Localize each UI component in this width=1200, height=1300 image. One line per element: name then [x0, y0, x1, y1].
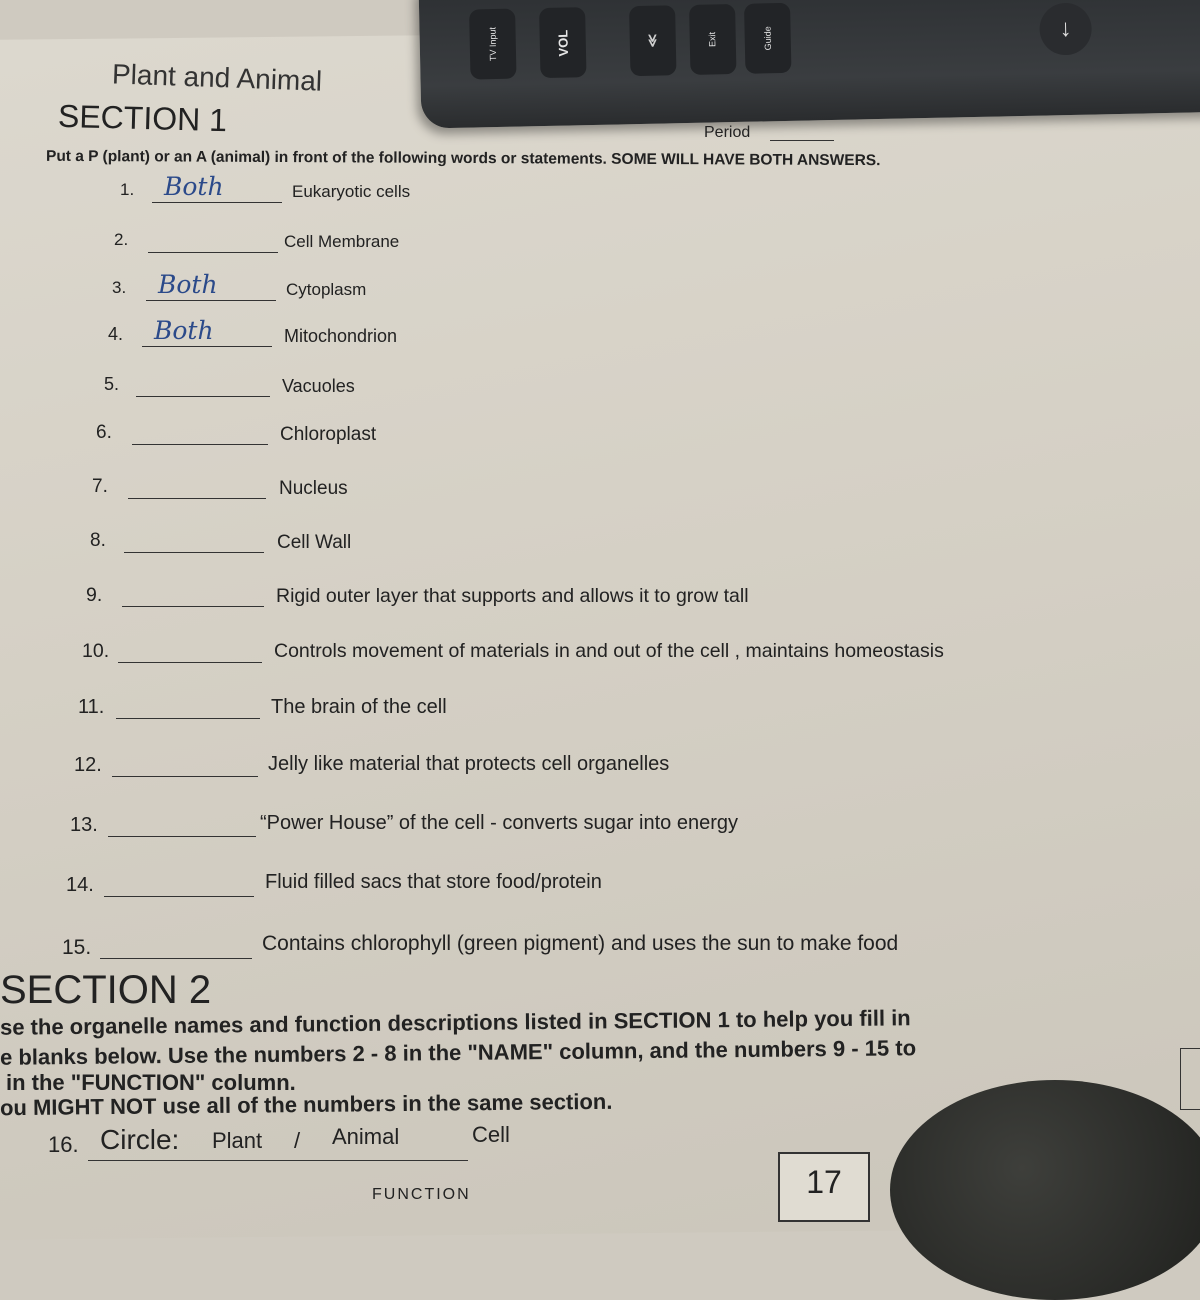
q16-number: 16. — [48, 1132, 79, 1157]
section-2-line-1: se the organelle names and function descriptions listed in SECTION 1 to help you fill in — [0, 1005, 911, 1040]
q16-circle-label: Circle: — [100, 1124, 180, 1155]
item-13-number: 13. — [70, 814, 98, 836]
function-column-label: FUNCTION — [372, 1186, 471, 1203]
item-5-text: Vacuoles — [282, 376, 355, 396]
item-12-number: 12. — [74, 754, 102, 776]
item-9-text: Rigid outer layer that supports and allows it to grow tall — [276, 585, 749, 608]
item-6-number: 6. — [96, 422, 112, 443]
section-2-line-2: e blanks below. Use the numbers 2 - 8 in the "NAME" column, and the numbers 9 - 15 to — [0, 1035, 917, 1070]
section-2-heading: SECTION 2 — [0, 968, 212, 1012]
question-17-box — [778, 1152, 870, 1222]
q16-cell-label: Cell — [472, 1122, 510, 1147]
item-6-blank[interactable] — [132, 444, 268, 445]
item-8-text: Cell Wall — [277, 532, 352, 553]
cell-diagram-image — [890, 1080, 1200, 1300]
question-17-number: 17 — [806, 1164, 842, 1200]
item-12-blank[interactable] — [112, 776, 258, 777]
item-10-blank[interactable] — [118, 662, 262, 663]
item-11-number: 11. — [78, 696, 105, 718]
edge-box — [1180, 1048, 1200, 1110]
section-1-instructions: Put a P (plant) or an A (animal) in front of the following words or statements. SOME WILL HAVE BOTH ANSWERS. — [45, 147, 881, 170]
item-6-text: Chloroplast — [280, 424, 377, 445]
item-8-number: 8. — [90, 530, 106, 551]
item-7-blank[interactable] — [128, 498, 266, 499]
tv-input-button[interactable]: TV Input — [469, 9, 516, 80]
item-4-blank[interactable] — [142, 346, 272, 347]
item-15-text: Contains chlorophyll (green pigment) and uses the sun to make food — [262, 932, 899, 956]
item-3-answer[interactable]: Both — [158, 270, 218, 299]
item-3-blank[interactable] — [146, 300, 276, 301]
item-14-number: 14. — [66, 874, 94, 896]
section-1-heading: SECTION 1 — [57, 97, 228, 139]
item-7-number: 7. — [92, 476, 108, 497]
item-15-blank[interactable] — [100, 958, 252, 959]
q16-plant-option[interactable]: Plant — [212, 1128, 263, 1153]
item-4-answer[interactable]: Both — [154, 316, 214, 345]
guide-button[interactable]: Guide — [744, 3, 791, 74]
item-3-text: Cytoplasm — [286, 280, 367, 299]
period-label: Period — [704, 124, 751, 141]
item-10-text: Controls movement of materials in and out of the cell , maintains homeostasis — [274, 640, 944, 663]
item-7-text: Nucleus — [279, 478, 348, 499]
section-2-line-4: ou MIGHT NOT use all of the numbers in the same section. — [0, 1088, 613, 1121]
item-15-number: 15. — [62, 936, 92, 959]
q16-blank[interactable] — [88, 1160, 468, 1161]
worksheet-title: Plant and Animal — [111, 58, 323, 97]
arrow-down-icon: ↓ — [1059, 14, 1072, 43]
item-1-number: 1. — [120, 180, 135, 199]
rewind-button[interactable] — [629, 5, 676, 76]
tv-remote — [419, 0, 1200, 129]
item-5-blank[interactable] — [136, 396, 270, 397]
item-8-blank[interactable] — [124, 552, 264, 553]
item-9-blank[interactable] — [122, 606, 264, 607]
vol-button[interactable]: VOL — [539, 7, 586, 78]
item-13-blank[interactable] — [108, 836, 256, 837]
item-11-blank[interactable] — [116, 718, 260, 719]
item-10-number: 10. — [82, 640, 110, 662]
item-4-number: 4. — [108, 324, 124, 344]
q16-slash: / — [294, 1128, 301, 1153]
down-arrow-button[interactable] — [1039, 3, 1092, 56]
item-2-text: Cell Membrane — [284, 232, 400, 251]
item-1-blank[interactable] — [152, 202, 282, 203]
item-13-text: “Power House” of the cell - converts sugar into energy — [260, 812, 738, 834]
item-3-number: 3. — [112, 278, 127, 297]
item-2-blank[interactable] — [148, 252, 278, 253]
period-blank[interactable] — [770, 140, 834, 141]
section-2-line-3: in the "FUNCTION" column. — [6, 1070, 296, 1095]
item-11-text: The brain of the cell — [271, 695, 447, 718]
item-14-blank[interactable] — [104, 896, 254, 897]
exit-button[interactable]: Exit — [689, 4, 736, 75]
item-14-text: Fluid filled sacs that store food/protein — [265, 871, 602, 894]
item-12-text: Jelly like material that protects cell organelles — [268, 752, 670, 775]
item-9-number: 9. — [86, 584, 103, 606]
item-4-text: Mitochondrion — [284, 326, 398, 346]
item-5-number: 5. — [104, 374, 120, 394]
item-1-answer[interactable]: Both — [164, 172, 224, 201]
item-1-text: Eukaryotic cells — [292, 182, 411, 201]
q16-animal-option[interactable]: Animal — [332, 1124, 400, 1149]
item-2-number: 2. — [114, 230, 129, 249]
rewind-icon: ≪ — [644, 33, 660, 48]
